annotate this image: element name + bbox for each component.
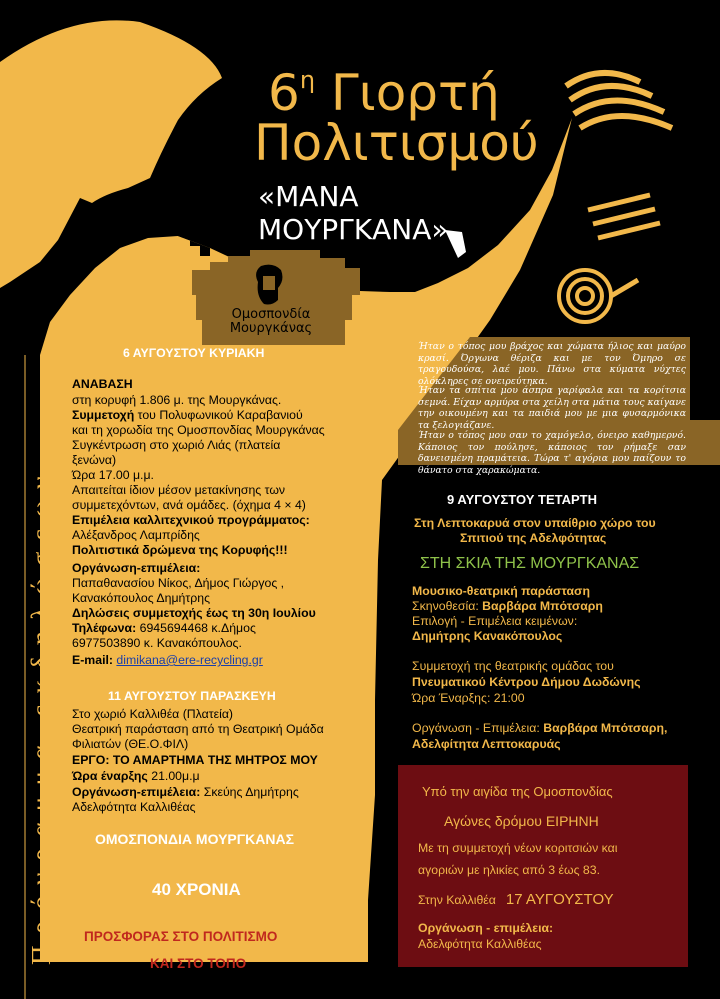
event3-place: Στη Λεπτοκαρυά στον υπαίθριο χώρο του bbox=[414, 516, 656, 530]
event3-show-title: ΣΤΗ ΣΚΙΑ ΤΗΣ ΜΟΥΡΓΚΑΝΑΣ bbox=[420, 555, 640, 572]
event2-line: Φιλιατών (ΘΕ.Ο.ΦΙΛ) bbox=[72, 737, 189, 751]
event1-line: Δηλώσεις συμμετοχής έως τη 30η Ιουλίου bbox=[72, 606, 316, 620]
event1-line: Πολιτιστικά δρώμενα της Κορυφής!!! bbox=[72, 543, 288, 557]
box-line: Αδελφότητα Καλλιθέας bbox=[418, 937, 542, 951]
box-race-title: Αγώνες δρόμου ΕΙΡΗΝΗ bbox=[444, 813, 599, 829]
event1-line: συμμετεχόντων, ανά ομάδες. (όχημα 4 × 4) bbox=[72, 498, 306, 512]
event1-line: Συμμετοχή του Πολυφωνικού Καραβανιού bbox=[72, 408, 303, 422]
title-line2: Πολιτισμού bbox=[254, 114, 539, 172]
title-line1: $6^\eta$ Γιορτή bbox=[268, 64, 500, 122]
poem-band-edge bbox=[690, 420, 720, 465]
box-line: Υπό την αιγίδα της Ομοσπονδίας bbox=[422, 784, 613, 799]
logo-line1: Ομοσπονδία bbox=[231, 307, 311, 322]
event3-line: Συμμετοχή της θεατρικής ομάδας του bbox=[412, 659, 614, 673]
years-text: 40 ΧΡΟΝΙΑ bbox=[152, 880, 241, 899]
event3-line: Επιλογή - Επιμέλεια κειμένων: bbox=[412, 614, 578, 628]
event3-line: Πνευματικού Κέντρου Δήμου Δωδώνης bbox=[412, 675, 641, 689]
lyre-string-icon bbox=[593, 209, 655, 224]
federation-name: ΟΜΟΣΠΟΝΔΙΑ ΜΟΥΡΓΚΑΝΑΣ bbox=[95, 831, 295, 847]
event1-line: Οργάνωση-επιμέλεια: bbox=[72, 561, 201, 575]
event3-place: Σπιτιού της Αδελφότητας bbox=[460, 531, 607, 545]
event1-line: ξενώνα) bbox=[72, 453, 117, 467]
lyre-arc-icon bbox=[574, 100, 664, 114]
box-line: Οργάνωση - επιμέλεια: bbox=[418, 921, 554, 935]
federation-emblem-detail bbox=[263, 276, 275, 290]
event3-line: Αδελφίτητα Λεπτοκαρυάς bbox=[412, 737, 561, 751]
box-line: Με τη συμμετοχή νέων κοριτσιών και bbox=[418, 841, 618, 855]
event2-line: ΕΡΓΟ: ΤΟ ΑΜΑΡΤΗΜΑ ΤΗΣ ΜΗΤΡΟΣ ΜΟΥ bbox=[72, 753, 318, 767]
lyre-string-icon bbox=[598, 223, 660, 238]
event1-line: στη κορυφή 1.806 μ. της Μουργκάνας. bbox=[72, 393, 282, 407]
event3-line: Οργάνωση - Επιμέλεια: Βαρβάρα Μπότσαρη, bbox=[412, 721, 668, 735]
event2-line: Θεατρική παράσταση από τη Θεατρική Ομάδα bbox=[72, 722, 324, 736]
event1-heading: ΑΝΑΒΑΣΗ bbox=[72, 377, 133, 391]
event1-line: Τηλέφωνα: 6945694468 κ.Δήμος bbox=[72, 621, 256, 635]
spiral-icon bbox=[577, 288, 593, 304]
event1-line: 6977503890 κ. Κανακόπουλος. bbox=[72, 636, 242, 650]
offer-line2: ΚΑΙ ΣΤΟ ΤΟΠΟ bbox=[150, 956, 247, 971]
logo-line2: Μουργκάνας bbox=[229, 321, 313, 336]
event1-line: Κανακόπουλος Δημήτρης bbox=[72, 591, 211, 605]
subtitle-line1: «ΜΑΝΑ bbox=[258, 180, 359, 213]
event3-line: Σκηνοθεσία: Βαρβάρα Μπότσαρη bbox=[412, 599, 603, 613]
event1-line: Επιμέλεια καλλιτεχνικού προγράμματος: bbox=[72, 513, 310, 527]
event1-date: 6 ΑΥΓΟΥΣΤΟΥ ΚΥΡΙΑΚΗ bbox=[123, 346, 265, 360]
offer-line1: ΠΡΟΣΦΟΡΑΣ ΣΤΟ ΠΟΛΙΤΙΣΜΟ bbox=[84, 929, 278, 944]
vertical-program-title: Πρόγραμμα εκδηλώσεων bbox=[26, 465, 56, 965]
event1-line: Ώρα 17.00 μ.μ. bbox=[72, 468, 154, 482]
lyre-arc-icon bbox=[580, 116, 672, 128]
spiral-icon bbox=[568, 279, 602, 313]
lyre-string-icon bbox=[588, 195, 650, 210]
event1-line: Παπαθανασίου Νίκος, Δήμος Γιώργος , bbox=[72, 576, 285, 590]
event3-line: Ώρα Έναρξης: 21:00 bbox=[412, 691, 525, 705]
event3-date: 9 ΑΥΓΟΥΣΤΟΥ ΤΕΤΑΡΤΗ bbox=[447, 492, 597, 507]
subtitle-line2: ΜΟΥΡΓΚΑΝΑ» bbox=[258, 213, 449, 246]
box-line: αγοριών με ηλικίες από 3 έως 83. bbox=[418, 863, 601, 877]
box-line: Στην Καλλιθέα 17 ΑΥΓΟΥΣΤΟΥ bbox=[418, 891, 614, 908]
event2-line: Οργάνωση-επιμέλεια: Σκεύης Δημήτρης bbox=[72, 785, 299, 799]
event2-line: Στο χωριό Καλλιθέα (Πλατεία) bbox=[72, 707, 234, 721]
event1-line: Συγκέντρωση στο χωριό Λιάς (πλατεία bbox=[72, 438, 281, 452]
event3-line: Δημήτρης Κανακόπουλος bbox=[412, 629, 563, 643]
event1-line: Αλέξανδρος Λαμπρίδης bbox=[72, 528, 200, 542]
event2-line: Ώρα έναρξης 21.00μ.μ bbox=[72, 769, 200, 783]
event1-line: και τη χορωδία της Ομοσπονδίας Μουργκάνας bbox=[72, 423, 325, 437]
event1-line: Απαιτείται ίδιον μέσον μετακίνησης των bbox=[72, 483, 286, 497]
poem-stanza-3: Ήταν ο τόπος μου σαν το χαμόγελο, όνειρο καθημερνό. Κάποιος τον πούλησε, κάποιος τον ρήμαξε σαν δανεισμένη πραμάτεια. Τώρα τ' αγόρια μου παίζουν το θάνατο στα χαρακώματα. bbox=[418, 430, 686, 476]
event2-line: Αδελφότητα Καλλιθέας bbox=[72, 800, 196, 814]
logo-text bbox=[206, 308, 336, 336]
email-link[interactable]: dimikana@ere-recycling.gr bbox=[116, 653, 263, 667]
event2-date: 11 ΑΥΓΟΥΣΤΟΥ ΠΑΡΑΣΚΕΥΗ bbox=[108, 689, 276, 703]
event1-line: E-mail: dimikana@ere-recycling.gr bbox=[72, 653, 263, 667]
race-info-box bbox=[398, 765, 688, 967]
poem-stanza-2: Ήταν τα σπίτια μου άσπρα γαρίφαλα και τα κορίτσια σεμνά. Είχαν αρμύρα στα χείλη στα μάτια τους καίγανε την οικουμένη και τα παιδιά μου με μια φυσαρμόνικα τα ξελογιάζανε. bbox=[418, 385, 686, 431]
event3-line: Μουσικο-θεατρική παράσταση bbox=[412, 584, 590, 598]
poem-stanza-1: Ήταν ο τόπος μου βράχος και χώματα ήλιος και μαύρο κρασί. Όργωνα θέριζα και με τον Όμηρο σε τραγουδούσα, λαέ μου. Πάνω στα κύματα νύχτες ολόκληρες σε ονειρεύτηκα. bbox=[418, 341, 686, 387]
lyre-string-icon bbox=[611, 280, 638, 296]
